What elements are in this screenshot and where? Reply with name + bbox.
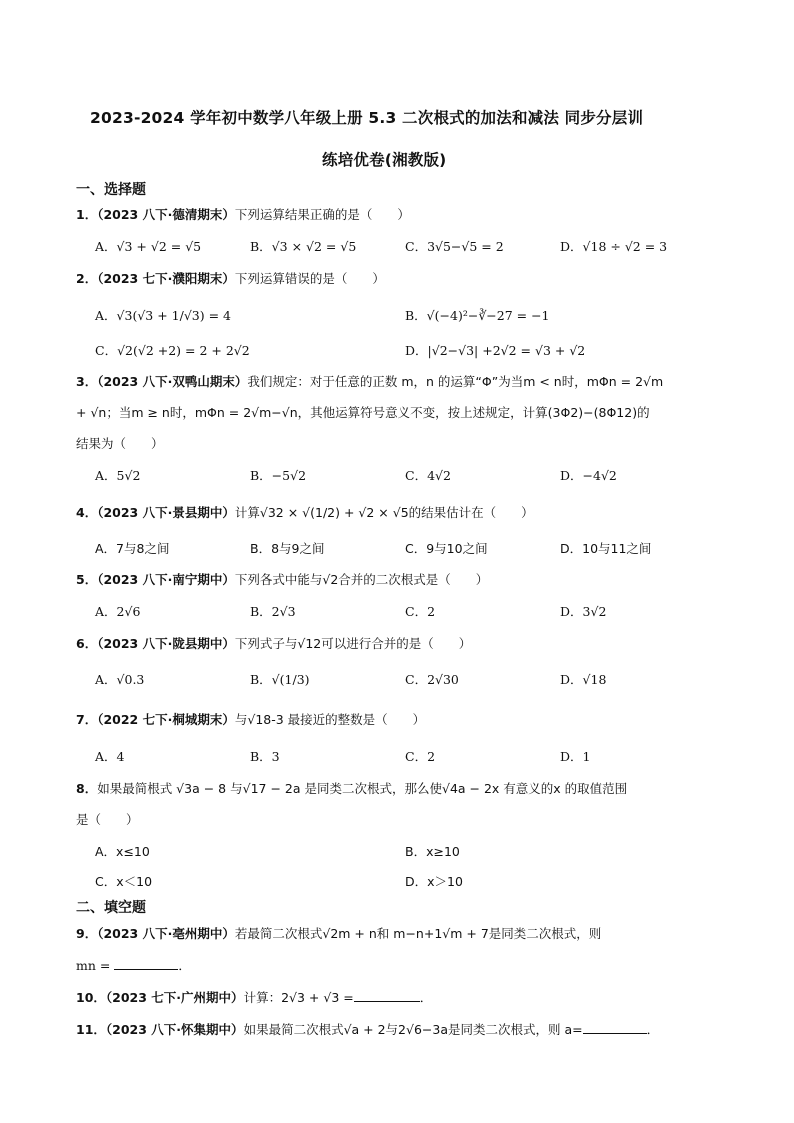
option-b: B．3: [250, 749, 280, 764]
question-text: 如果最简根式 √3a − 8 与√17 − 2a 是同类二次根式，那么使√4a − 2x 有意义的x 的取值范围: [97, 781, 628, 796]
option-b: B．√3 × √2 = √5: [250, 239, 357, 254]
question-1: [76, 206, 410, 224]
option-c: C．2√30: [405, 672, 459, 687]
option-d: D．√18: [560, 672, 607, 687]
option-c: C．9与10之间: [405, 541, 488, 556]
option-a: A．7与8之间: [95, 541, 170, 556]
question-7: [76, 711, 425, 729]
answer-blank[interactable]: [114, 957, 178, 970]
question-number: 8．: [76, 781, 98, 796]
question-3: [76, 373, 663, 391]
question-text: 我们规定：对于任意的正数 m，n 的运算“Φ”为当m < n时，mΦn = 2√m: [247, 374, 664, 389]
question-text: 下列运算结果正确的是（ ）: [234, 207, 410, 222]
question-number: 5．: [76, 572, 98, 587]
option-d: D．10与11之间: [560, 541, 652, 556]
answer-blank[interactable]: [354, 989, 420, 1002]
option-b: B．2√3: [250, 604, 296, 619]
question-number: 9．: [76, 926, 98, 941]
option-b: B．√(−4)²−∛−27 = −1: [405, 308, 550, 323]
option-d: D．1: [560, 749, 591, 764]
option-a: A．4: [95, 749, 125, 764]
section-heading-fill: 二、填空题: [76, 900, 146, 916]
option-d: D．3√2: [560, 604, 607, 619]
question-4: [76, 504, 534, 522]
question-source: （2023 八下·景县期中）: [97, 505, 235, 520]
question-source: （2023 七下·濮阳期末）: [97, 271, 235, 286]
option-c: C．2: [405, 749, 436, 764]
question-number: 10．: [76, 990, 106, 1005]
question-text: 若最简二次根式√2m + n和 m−n+1√m + 7是同类二次根式，则: [234, 926, 602, 941]
question-text: 计算：2√3 + √3 =: [243, 990, 354, 1005]
option-a: A．5√2: [95, 468, 141, 483]
page-title-line2: 练培优卷(湘教版): [322, 151, 447, 169]
option-c: C．3√5−√5 = 2: [405, 239, 504, 254]
question-10: [76, 989, 432, 1007]
question-source: （2023 八下·亳州期中）: [97, 926, 235, 941]
question-text: 如果最简二次根式√a + 2与2√6−3a是同类二次根式，则 a=: [243, 1022, 583, 1037]
question-2: [76, 270, 385, 288]
question-number: 2．: [76, 271, 98, 286]
question-8: [76, 780, 627, 798]
question-text: 下列运算错误的是（ ）: [234, 271, 385, 286]
question-source: （2023 八下·双鸭山期末）: [97, 374, 248, 389]
option-c: C．√2(√2 +2) = 2 + 2√2: [95, 343, 250, 358]
option-d: D．|√2−√3| +2√2 = √3 + √2: [405, 343, 586, 358]
question-text: 下列式子与√12可以进行合并的是（ ）: [234, 636, 472, 651]
question-8-line2: 是（ ）: [76, 812, 139, 827]
question-source: （2023 八下·怀集期中）: [105, 1022, 244, 1037]
option-d: D．−4√2: [560, 468, 617, 483]
answer-blank[interactable]: [583, 1021, 647, 1034]
option-b: B．√(1/3): [250, 672, 310, 687]
question-end: ．: [646, 1022, 660, 1037]
option-c: C．2: [405, 604, 436, 619]
question-text: 计算√32 × √(1/2) + √2 × √5的结果估计在（ ）: [234, 505, 534, 520]
page-title-line1: 2023-2024 学年初中数学八年级上册 5.3 二次根式的加法和减法 同步分层训: [90, 109, 644, 127]
question-text: mn =: [76, 958, 115, 973]
question-5: [76, 571, 488, 589]
section-heading-choice: 一、选择题: [76, 182, 146, 198]
option-d: D．x＞10: [405, 874, 463, 889]
question-9: [76, 925, 601, 943]
question-source: （2023 八下·德清期末）: [97, 207, 235, 222]
question-6: [76, 635, 471, 653]
question-11: [76, 1021, 659, 1039]
question-number: 11．: [76, 1022, 106, 1037]
option-a: A．2√6: [95, 604, 141, 619]
question-3-line2: + √n；当m ≥ n时，mΦn = 2√m−√n，其他运算符号意义不变，按上述规定，计算(3Φ2)−(8Φ12)的: [76, 405, 650, 420]
option-c: C．4√2: [405, 468, 451, 483]
question-source: （2023 八下·陇县期中）: [97, 636, 235, 651]
option-b: B．−5√2: [250, 468, 307, 483]
question-number: 1．: [76, 207, 98, 222]
question-source: （2023 八下·南宁期中）: [97, 572, 235, 587]
option-a: A．x≤10: [95, 844, 150, 859]
question-source: （2023 七下·广州期中）: [105, 990, 244, 1005]
option-b: B．x≥10: [405, 844, 460, 859]
question-number: 6．: [76, 636, 98, 651]
question-source: （2022 七下·桐城期末）: [97, 712, 235, 727]
option-a: A．√0.3: [95, 672, 145, 687]
option-b: B．8与9之间: [250, 541, 325, 556]
question-number: 4．: [76, 505, 98, 520]
question-end: ．: [178, 958, 191, 973]
question-text: 与√18-3 最接近的整数是（ ）: [234, 712, 426, 727]
question-number: 7．: [76, 712, 98, 727]
question-text: 下列各式中能与√2合并的二次根式是（ ）: [234, 572, 489, 587]
question-9-line2: [76, 957, 191, 975]
option-a: A．√3(√3 + 1/√3) = 4: [95, 308, 231, 323]
question-3-line3: 结果为（ ）: [76, 436, 164, 451]
question-number: 3．: [76, 374, 98, 389]
question-end: ．: [419, 990, 433, 1005]
option-a: A．√3 + √2 = √5: [95, 239, 202, 254]
option-d: D．√18 ÷ √2 = 3: [560, 239, 668, 254]
option-c: C．x＜10: [95, 874, 153, 889]
